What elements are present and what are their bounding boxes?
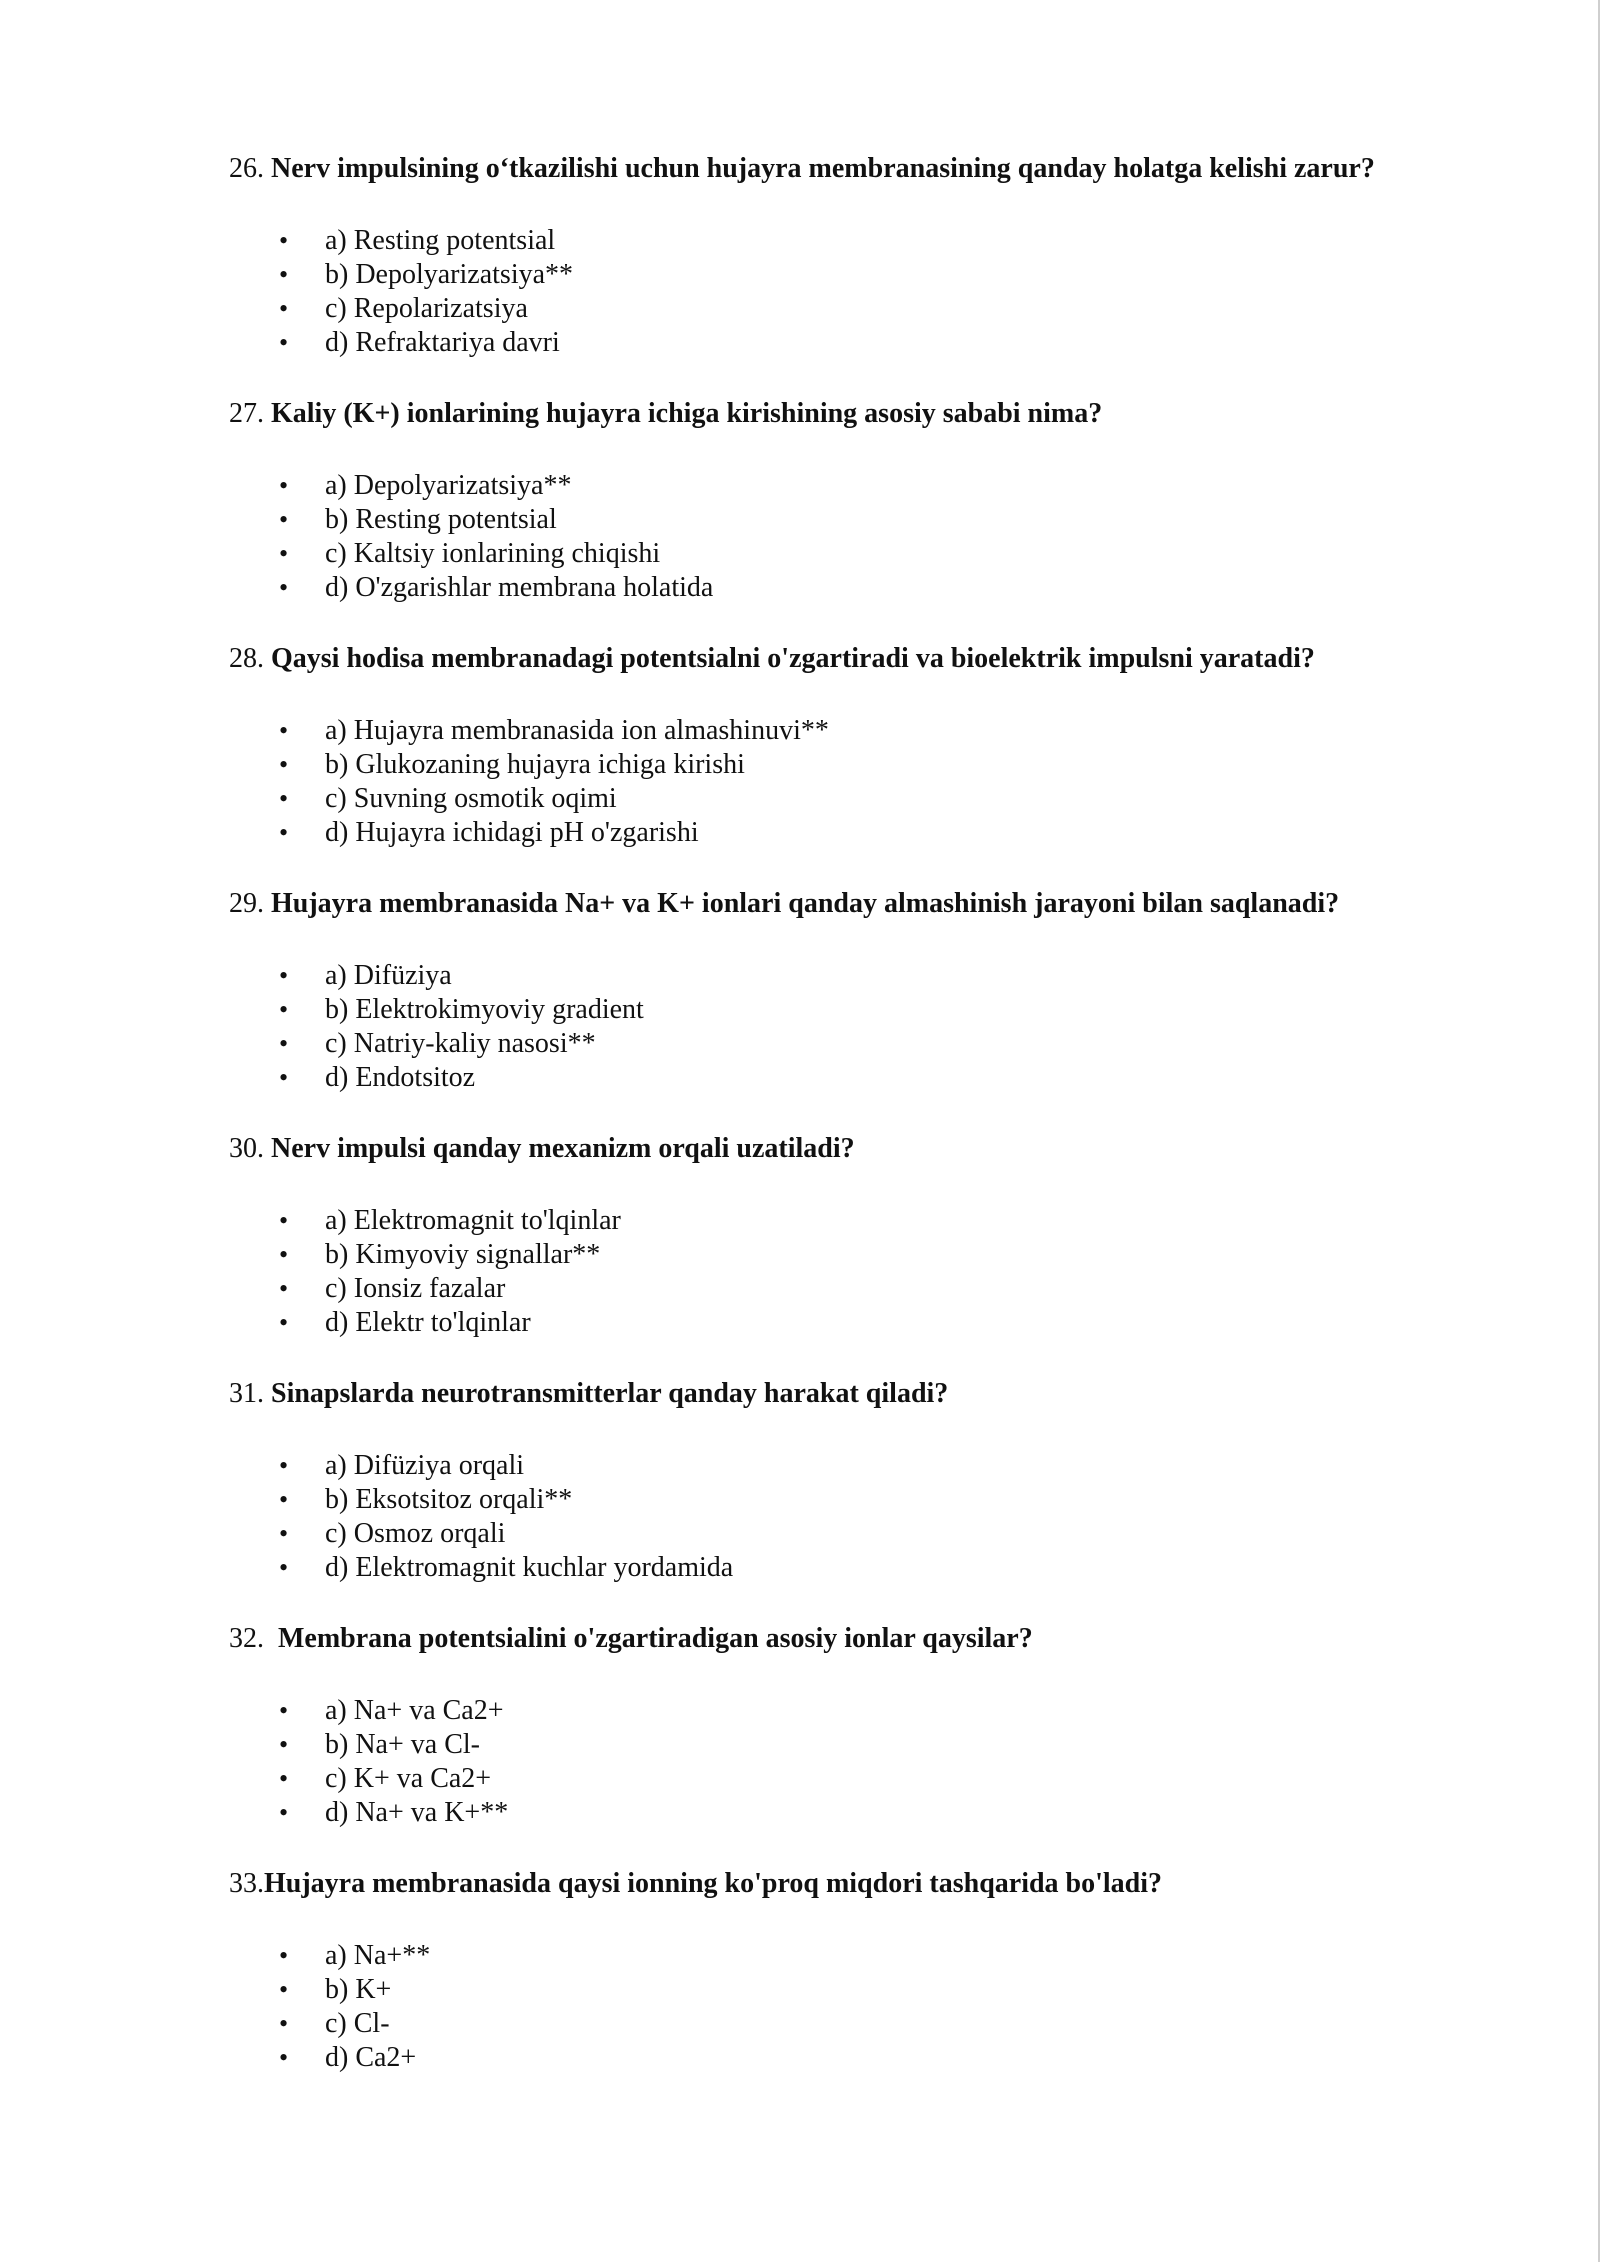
option-text: d) Hujayra ichidagi pH o'zgarishi (325, 817, 699, 848)
option-item (229, 1449, 1529, 1483)
option-text: d) O'zgarishlar membrana holatida (325, 572, 714, 603)
option-list (229, 1939, 1529, 2075)
option-item (229, 816, 1529, 850)
question-26 (229, 152, 1529, 360)
bullet-icon: • (279, 1063, 289, 1092)
option-text: a) Na+** (325, 1940, 431, 1971)
question-heading (229, 1377, 1529, 1411)
option-item (229, 1027, 1529, 1061)
question-text: Kaliy (K+) ionlarining hujayra ichiga kirishining asosiy sababi nima? (271, 398, 1103, 429)
option-text: a) Hujayra membranasida ion almashinuvi** (325, 715, 829, 746)
bullet-icon: • (279, 1519, 289, 1548)
bullet-icon: • (279, 995, 289, 1024)
option-item (229, 714, 1529, 748)
option-item (229, 1061, 1529, 1095)
bullet-icon: • (279, 1730, 289, 1759)
question-text: Membrana potentsialini o'zgartiradigan asosiy ionlar qaysilar? (278, 1623, 1033, 1654)
question-28 (229, 642, 1529, 850)
option-item (229, 469, 1529, 503)
option-list (229, 1694, 1529, 1830)
option-text: c) K+ va Ca2+ (325, 1763, 492, 1794)
question-heading (229, 642, 1529, 676)
bullet-icon: • (279, 2043, 289, 2072)
option-text: a) Na+ va Ca2+ (325, 1695, 504, 1726)
option-list (229, 469, 1529, 605)
question-number: 30. (229, 1133, 271, 1164)
question-27 (229, 397, 1529, 605)
option-text: c) Osmoz orqali (325, 1518, 506, 1549)
bullet-icon: • (279, 961, 289, 990)
question-text: Nerv impulsining o‘tkazilishi uchun hujayra membranasining qanday holatga kelishi zarur? (271, 153, 1375, 184)
bullet-icon: • (279, 750, 289, 779)
bullet-icon: • (279, 1240, 289, 1269)
bullet-icon: • (279, 1308, 289, 1337)
option-item (229, 1728, 1529, 1762)
option-item (229, 292, 1529, 326)
bullet-icon: • (279, 1274, 289, 1303)
option-text: a) Resting potentsial (325, 225, 556, 256)
option-text: b) Kimyoviy signallar** (325, 1239, 601, 1270)
bullet-icon: • (279, 260, 289, 289)
option-text: c) Ionsiz fazalar (325, 1273, 506, 1304)
bullet-icon: • (279, 1798, 289, 1827)
option-text: a) Difüziya orqali (325, 1450, 525, 1481)
option-item (229, 1796, 1529, 1830)
bullet-icon: • (279, 294, 289, 323)
option-text: b) Eksotsitoz orqali** (325, 1484, 573, 1515)
option-text: a) Difüziya (325, 960, 452, 991)
question-heading (229, 397, 1529, 431)
option-item (229, 503, 1529, 537)
question-number: 32. (229, 1623, 278, 1654)
option-text: b) Resting potentsial (325, 504, 557, 535)
bullet-icon: • (279, 1764, 289, 1793)
question-number: 33. (229, 1868, 264, 1899)
option-list (229, 959, 1529, 1095)
option-text: b) Na+ va Cl- (325, 1729, 480, 1760)
option-item (229, 1939, 1529, 1973)
option-item (229, 571, 1529, 605)
question-heading (229, 1867, 1529, 1901)
question-text: Hujayra membranasida Na+ va K+ ionlari qanday almashinish jarayoni bilan saqlanadi? (271, 888, 1340, 919)
option-item (229, 748, 1529, 782)
bullet-icon: • (279, 573, 289, 602)
option-item (229, 1204, 1529, 1238)
option-item (229, 537, 1529, 571)
option-text: c) Kaltsiy ionlarining chiqishi (325, 538, 661, 569)
question-33 (229, 1867, 1529, 2075)
question-number: 26. (229, 153, 271, 184)
option-text: d) Na+ va K+** (325, 1797, 509, 1828)
bullet-icon: • (279, 784, 289, 813)
option-text: b) Glukozaning hujayra ichiga kirishi (325, 749, 745, 780)
bullet-icon: • (279, 1696, 289, 1725)
option-text: d) Ca2+ (325, 2042, 417, 2073)
option-text: c) Repolarizatsiya (325, 293, 528, 324)
option-item (229, 959, 1529, 993)
bullet-icon: • (279, 1206, 289, 1235)
option-text: b) K+ (325, 1974, 392, 2005)
option-item (229, 1694, 1529, 1728)
bullet-icon: • (279, 226, 289, 255)
option-item (229, 1272, 1529, 1306)
option-item (229, 2041, 1529, 2075)
question-heading (229, 1622, 1529, 1656)
bullet-icon: • (279, 328, 289, 357)
option-list (229, 1204, 1529, 1340)
question-number: 29. (229, 888, 271, 919)
option-item (229, 782, 1529, 816)
question-text: Nerv impulsi qanday mexanizm orqali uzatiladi? (271, 1133, 855, 1164)
option-text: c) Cl- (325, 2008, 390, 2039)
question-30 (229, 1132, 1529, 1340)
option-item (229, 1551, 1529, 1585)
bullet-icon: • (279, 716, 289, 745)
option-text: d) Elektr to'lqinlar (325, 1307, 531, 1338)
question-31 (229, 1377, 1529, 1585)
option-text: d) Endotsitoz (325, 1062, 476, 1093)
bullet-icon: • (279, 1941, 289, 1970)
question-text: Qaysi hodisa membranadagi potentsialni o'zgartiradi va bioelektrik impulsni yaratadi? (271, 643, 1315, 674)
option-text: a) Depolyarizatsiya** (325, 470, 572, 501)
option-item (229, 1973, 1529, 2007)
bullet-icon: • (279, 505, 289, 534)
question-heading (229, 152, 1529, 186)
question-heading (229, 887, 1529, 921)
option-text: b) Elektrokimyoviy gradient (325, 994, 644, 1025)
option-list (229, 224, 1529, 360)
bullet-icon: • (279, 1553, 289, 1582)
bullet-icon: • (279, 1029, 289, 1058)
option-item (229, 1517, 1529, 1551)
option-item (229, 1483, 1529, 1517)
question-text: Hujayra membranasida qaysi ionning ko'proq miqdori tashqarida bo'ladi? (264, 1868, 1163, 1899)
option-text: d) Refraktariya davri (325, 327, 560, 358)
option-text: c) Suvning osmotik oqimi (325, 783, 617, 814)
option-item (229, 2007, 1529, 2041)
question-heading (229, 1132, 1529, 1166)
question-32 (229, 1622, 1529, 1830)
question-number: 28. (229, 643, 271, 674)
option-text: c) Natriy-kaliy nasosi** (325, 1028, 596, 1059)
option-text: d) Elektromagnit kuchlar yordamida (325, 1552, 734, 1583)
question-29 (229, 887, 1529, 1095)
question-number: 31. (229, 1378, 271, 1409)
option-item (229, 326, 1529, 360)
option-text: b) Depolyarizatsiya** (325, 259, 574, 290)
option-item (229, 1306, 1529, 1340)
bullet-icon: • (279, 2009, 289, 2038)
option-list (229, 714, 1529, 850)
option-item (229, 224, 1529, 258)
bullet-icon: • (279, 471, 289, 500)
bullet-icon: • (279, 1451, 289, 1480)
option-text: a) Elektromagnit to'lqinlar (325, 1205, 621, 1236)
question-text: Sinapslarda neurotransmitterlar qanday harakat qiladi? (271, 1378, 949, 1409)
bullet-icon: • (279, 539, 289, 568)
option-item (229, 1238, 1529, 1272)
bullet-icon: • (279, 1485, 289, 1514)
option-item (229, 993, 1529, 1027)
question-number: 27. (229, 398, 271, 429)
option-item (229, 258, 1529, 292)
option-list (229, 1449, 1529, 1585)
bullet-icon: • (279, 1975, 289, 2004)
bullet-icon: • (279, 818, 289, 847)
option-item (229, 1762, 1529, 1796)
